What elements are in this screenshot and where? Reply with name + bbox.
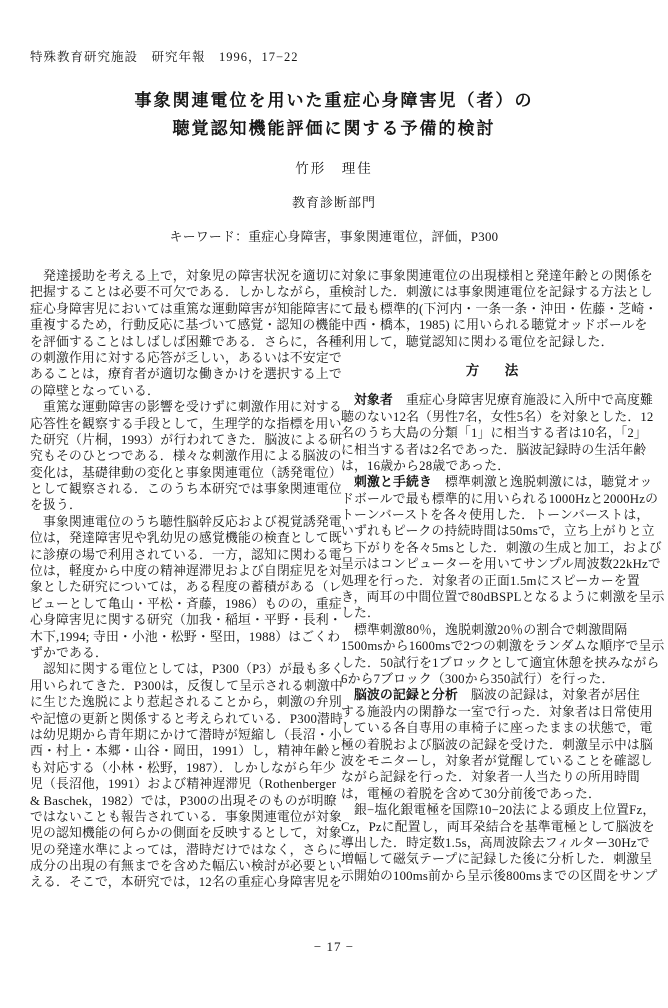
paper-title-line-2: 聴覚認知機能評価に関する予備的検討 bbox=[172, 119, 496, 138]
text-line: を扱う． bbox=[30, 498, 82, 513]
text-line: 名のうち大島の分類「1」に相当する者は10名，「2」 bbox=[341, 426, 647, 441]
right-column bbox=[341, 268, 665, 884]
text-line: も対応する（小林・松野，1987）．しかしながら年少 bbox=[30, 760, 336, 775]
text-line: 児の発達水準によっては，潜時だけではなく，さらに bbox=[30, 842, 342, 857]
text-line: 認知に関する電位としては，P300（P3）が最も多く bbox=[30, 662, 344, 677]
text-line: は，電極の着脱を含めて30分前後であった． bbox=[341, 786, 602, 801]
text-line: 検討した．刺激には事象関連電位を記録する方法とし bbox=[341, 285, 653, 300]
text-line: 利用して，聴覚認知に関わる電位を記録した． bbox=[341, 334, 614, 349]
text-line: 木下,1994; 寺田・小池・松野・堅田，1988）はごくわ bbox=[30, 629, 341, 644]
text-line: 変化は，基礎律動の変化と事象関連電位（誘発電位） bbox=[30, 465, 342, 480]
keywords-line: キーワード：重症心身障害，事象関連電位，評価，P300 bbox=[169, 230, 499, 244]
text-line: て最も標準的(下河内・一条一条・沖田・佐藤・芝崎・ bbox=[341, 301, 658, 316]
paper-title bbox=[0, 87, 668, 143]
text-line: は，16歳から28歳であった． bbox=[341, 458, 511, 473]
text-line: 銀−塩化銀電極を国際10−20法による頭皮上位置Fz， bbox=[341, 803, 656, 818]
text-line: 1500msから1600msで2つの刺激をランダムな順序で呈示 bbox=[341, 639, 665, 654]
text-line: する施設内の閑静な一室で行った．対象者は日常使用 bbox=[341, 704, 653, 719]
text-line: 発達援助を考える上で，対象児の障害状況を適切に bbox=[30, 269, 342, 283]
text-line: 波をモニターし，対象者が覚醒していることを確認し bbox=[341, 753, 653, 768]
text-line: 事象関連電位のうち聴性脳幹反応および視覚誘発電 bbox=[30, 514, 342, 529]
text-line: 増幅して磁気テープに記録した後に分析した．刺激呈 bbox=[341, 852, 653, 867]
run-in-heading: 脳波の記録と分析 bbox=[341, 688, 458, 703]
text-line: Cz，Pzに配置し，両耳朶結合を基準電極として脳波を bbox=[341, 819, 655, 834]
text-line: 重篤な運動障害の影響を受けずに刺激作用に対する bbox=[30, 400, 342, 415]
text-line: 刺激と手続き 標準刺激と逸脱刺激には，聴覚オッ bbox=[341, 475, 653, 490]
text-line: や記憶の更新と関係すると考えられている．P300潜時 bbox=[30, 711, 344, 726]
text-line: 標準刺激80％，逸脱刺激20％の割合で刺激間隔 bbox=[341, 622, 628, 637]
text-line: に診療の場で利用されている．一方，認知に関わる電 bbox=[30, 547, 342, 562]
text-line: ビューとして亀山・平松・斉藤，1986）ものの，重症 bbox=[30, 596, 342, 611]
text-line: 西・村上・本郷・山谷・岡田，1991）し，精神年齢と bbox=[30, 744, 343, 759]
text-line: 導出した．時定数1.5s，高周波除去フィルター30Hzで bbox=[341, 835, 650, 850]
text-line: 用いられてきた．P300は，反復して呈示される刺激中 bbox=[30, 678, 344, 693]
text-line: 対象に事象関連電位の出現様相と発達年齢との関係を bbox=[341, 269, 653, 283]
text-line: あることは，療育者が適切な働きかけを選択する上で bbox=[30, 367, 342, 382]
text-line: の障壁となっている． bbox=[30, 383, 160, 398]
text-line: 対象者 重症心身障害児療育施設に入所中で高度難 bbox=[341, 393, 653, 408]
run-in-heading: 対象者 bbox=[341, 393, 393, 408]
text-line: & Baschek，1982）では，P300の出現そのものが明瞭 bbox=[30, 793, 337, 808]
text-line: 中西・橋本，1985) に用いられる聴覚オッドボールを bbox=[341, 318, 648, 333]
text-line: 位は，発達障害児や乳幼児の感覚機能の検査として既 bbox=[30, 531, 342, 546]
text-line: 6から7ブロック（300から350試行）を行った． bbox=[341, 672, 615, 686]
journal-header: 特殊教育研究施設 研究年報 1996，17−22 bbox=[30, 50, 299, 64]
text-line: した． bbox=[341, 606, 380, 621]
text-line: 児の認知機能の何らかの側面を反映するとして，対象 bbox=[30, 826, 342, 841]
text-line: 位は，軽度から中度の精神遅滞児および自閉症児を対 bbox=[30, 564, 342, 579]
text-line: として観察される．このうち本研究では事象関連電位 bbox=[30, 482, 342, 497]
text-line: 示開始の100ms前から呈示後800msまでの区間をサンプ bbox=[341, 868, 658, 883]
run-in-heading: 刺激と手続き bbox=[341, 475, 432, 490]
text-line: ずかである． bbox=[30, 645, 108, 660]
text-line: 象とした研究については，ある程度の蓄積がある（レ bbox=[30, 580, 342, 595]
text-line: を評価することはしばしば困難である．さらに，各種 bbox=[30, 334, 342, 349]
text-line: える．そこで，本研究では，12名の重症心身障害児を bbox=[30, 875, 342, 890]
text-line: ち下がりを各々5msとした．刺激の生成と加工，および bbox=[341, 540, 662, 555]
text-line: 究もそのひとつである．様々な刺激作用による脳波の bbox=[30, 449, 342, 464]
text-line: は幼児期から青年期にかけて潜時が短縮し（長沼・小 bbox=[30, 727, 342, 742]
text-line: ではないことも報告されている．事象関連電位が対象 bbox=[30, 809, 342, 824]
page-number: − 17 − bbox=[313, 939, 355, 954]
text-line: き，両耳の中間位置で80dBSPLとなるように刺激を呈示 bbox=[341, 590, 665, 605]
text-line: 脳波の記録と分析 脳波の記録は，対象者が居住 bbox=[341, 688, 640, 703]
text-line: に生じた逸脱により惹起されることから，刺激の弁別 bbox=[30, 695, 342, 710]
text-line: いずれもピークの持続時間は50msで，立ち上がりと立 bbox=[341, 524, 655, 539]
text-line: 心身障害児に関する研究（加我・稲垣・平野・長利・ bbox=[30, 613, 342, 628]
text-line: ドボールで最も標準的に用いられる1000Hzと2000Hzの bbox=[341, 491, 659, 506]
text-line: た研究（片桐，1993）が行われてきた．脳波による研 bbox=[30, 432, 343, 447]
paper-title-line-1: 事象関連電位を用いた重症心身障害児（者）の bbox=[134, 91, 534, 110]
left-column bbox=[30, 268, 344, 891]
affiliation: 教育診断部門 bbox=[291, 195, 376, 210]
text-line: 成分の出現の有無までを含めた幅広い検討が必要とい bbox=[30, 859, 342, 874]
text-line: の刺激作用に対する応答が乏しい，あるいは不安定で bbox=[30, 350, 342, 365]
text-line: 聴のない12名（男性7名，女性5名）を対象とした．12 bbox=[341, 409, 654, 424]
text-line: している各自専用の車椅子に座ったままの状態で，電 bbox=[341, 721, 653, 736]
text-line: した．50試行を1ブロックとして適宜休憩を挟みながら bbox=[341, 655, 660, 670]
text-line: に相当する者は2名であった．脳波記録時の生活年齢 bbox=[341, 442, 647, 457]
text-line: 応答性を観察する手段として，生理学的な指標を用い bbox=[30, 416, 342, 431]
text-line: 把握することは必要不可欠である．しかしながら，重 bbox=[30, 285, 342, 300]
author-name: 竹形 理佳 bbox=[295, 161, 373, 176]
text-line: 処理を行った．対象者の正面1.5mにスピーカーを置 bbox=[341, 573, 640, 588]
text-line: トーンバーストを各々使用した．トーンバーストは， bbox=[341, 508, 650, 523]
section-heading: 方 法 bbox=[465, 362, 525, 378]
text-line: ながら記録を行った．対象者一人当たりの所用時間 bbox=[341, 770, 640, 785]
text-line: 症心身障害児においては重篤な運動障害が知能障害に bbox=[30, 301, 342, 316]
text-line: 呈示はコンピューターを用いてサンプル周波数22kHzで bbox=[341, 557, 661, 572]
text-line: 児（長沼他，1991）および精神遅滞児（Rothenberger bbox=[30, 777, 337, 792]
text-line: 重複するため，行動反応に基づいて感覚・認知の機能 bbox=[30, 318, 342, 333]
text-line: 極の着脱および脳波の記録を受けた．刺激呈示中は脳 bbox=[341, 737, 653, 752]
